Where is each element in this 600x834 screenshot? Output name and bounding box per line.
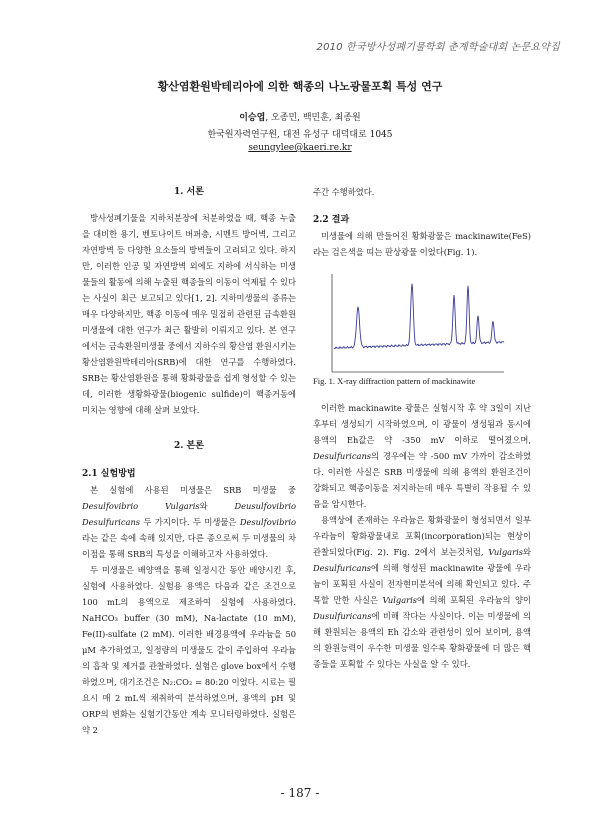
left-column (82, 184, 296, 738)
figure-caption: Fig. 1. X-ray diffraction pattern of mackinawite (313, 376, 476, 386)
right-column-top (313, 184, 531, 260)
continuation-text: 주간 수행하였다. (313, 187, 375, 197)
results-paragraph-1: 미생물에 의해 만들어진 황화광물은 mackinawite(FeS)라는 검은색을 띠는 판상광물 이었다(Fig. 1). (313, 231, 531, 257)
affiliation: 한국원자력연구원, 대전 유성구 대덕대로 1045 (207, 130, 393, 140)
right-column-bottom (313, 400, 531, 672)
running-header: 2010 한국방사성폐기물학회 춘계학술대회 논문요약집 (316, 42, 560, 53)
results-paragraph-3: 용액상에 존재하는 우라늄은 황화광물이 형성되면서 일부 우라늄이 황화광물내로 포획(incorporation)되는 현상이 관찰되었다(Fig. 2). Fig. 2에서 보는것처럼, Vulgaris와 Desulfuricans에 의해 형성된 mackinawite 광물에 우라늄이 포획된 사실이 전자현미분석에 의해 확인되고 있다. 주목할 만한 사실은 Vulgaris에 의해 포획된 우라늄의 양이 Dusulfuricans에 비해 작다는 사실이다. 이는 미생물에 의해 환원되는 용액의 Eh 감소와 관련성이 있어 보이며, 용액의 환원능력이 우수한 미생물 일수록 황화광물에 더 많은 핵종들을 포획할 수 있다는 사실을 알 수 있다. (313, 515, 531, 669)
email-link[interactable]: seungylee@kaeri.re.kr (248, 143, 352, 153)
chart-frame (332, 274, 504, 372)
author-list (0, 110, 600, 123)
methods-paragraph-2: 두 미생물은 배양액을 통해 일정시간 동안 배양시킨 후, 실험에 사용하였다. 실험용 용액은 다음과 같은 조건으로 100 mL의 용액으로 제조하여 실험에 사용하였다. NaHCO₃ buffer (30 mM), Na-lactate (10 mM), Fe(II)-sulfate (2 mM). 이러한 배경용액에 우라늄을 50 μM 추가하였고, 일정량의 미생물도 같이 주입하여 우라늄의 흡착 및 제거를 관찰하였다. 실험은 glove box에서 수행하였으며, 대기조건은 N₂:CO₂ = 80:20 이었다. 시료는 필요시 매 2 mL씩 채취하여 분석하였으며, 용액의 pH 및 ORP의 변화는 실험기간동안 계속 모니터링하였다. 실험은 약 2 (82, 565, 296, 735)
subsection-heading-results: 2.2 결과 (313, 215, 350, 225)
xrd-chart (328, 272, 506, 376)
methods-paragraph-1: 본 실험에 사용된 미생물은 SRB 미생물 중 Desulfovibrio Vulgaris와 Deusulfovibrio Desulfuricans 두 가지이다. 두 미생물은 Desulfovibrio라는 같은 속에 속해 있지만, 다른 종으로써 두 미생물의 차이점을 통해 SRB의 특성을 이해하고자 사용하였다. (82, 485, 296, 559)
section-heading-body: 2. 본론 (174, 441, 204, 451)
intro-paragraph: 방사성폐기물을 지하처분장에 처분하였을 때, 핵종 누출을 대비한 용기, 벤토나이트 버퍼층, 시멘트 방어벽, 그리고 자연방벽 등 다양한 요소들의 방벽들이 고려되고 있다. 하지만, 이러한 인공 및 자연방벽 외에도 지하에 서식하는 미생물들의 활동에 의해 누출된 핵종들의 이동이 억제될 수 있다는 사실이 최근 보고되고 있다[1, 2]. 지하미생물의 종류는 매우 다양하지만, 핵종 이동에 매우 밀접히 관련된 금속환원미생물에 대한 연구가 최근 활발히 이뤄지고 있다. 본 연구에서는 금속환원미생물 중에서 지하수의 황산염 환원시키는 황산염환원박테리아(SRB)에 대한 연구를 수행하였다. SRB는 황산염환원을 통해 황화광물을 쉽게 형성할 수 있는데, 이러한 생황화광물(biogenic sulfide)이 핵종거동에 미치는 영향에 대해 살펴 보았다. (82, 213, 296, 415)
xrd-pattern-line (334, 284, 504, 349)
email (0, 143, 600, 153)
section-heading-intro: 1. 서론 (174, 187, 204, 197)
paper-title: 황산염환원박테리아에 의한 핵종의 나노광물포획 특성 연구 (157, 80, 443, 93)
lead-author: 이승엽 (239, 113, 266, 123)
subsection-heading-methods: 2.1 실험방법 (82, 469, 136, 479)
results-paragraph-2: 이러한 mackinawite 광물은 실험시작 후 약 3일이 지난 후부터 생성되기 시작하였으며, 이 광물이 생성됨과 동시에 용액의 Eh값은 약 -350 mV 이하로 떨어졌으며, Desulfuricans의 경우에는 약 -500 mV 가까이 감소하였다. 이러한 사실은 SRB 미생물에 의해 용액의 환원조건이 강화되고 핵종이동을 저지하는데 매우 특별히 작용될 수 있음을 암시한다. (313, 403, 531, 509)
co-authors: , 오종민, 백민훈, 최종원 (265, 113, 361, 123)
page-number: - 187 - (280, 786, 320, 800)
